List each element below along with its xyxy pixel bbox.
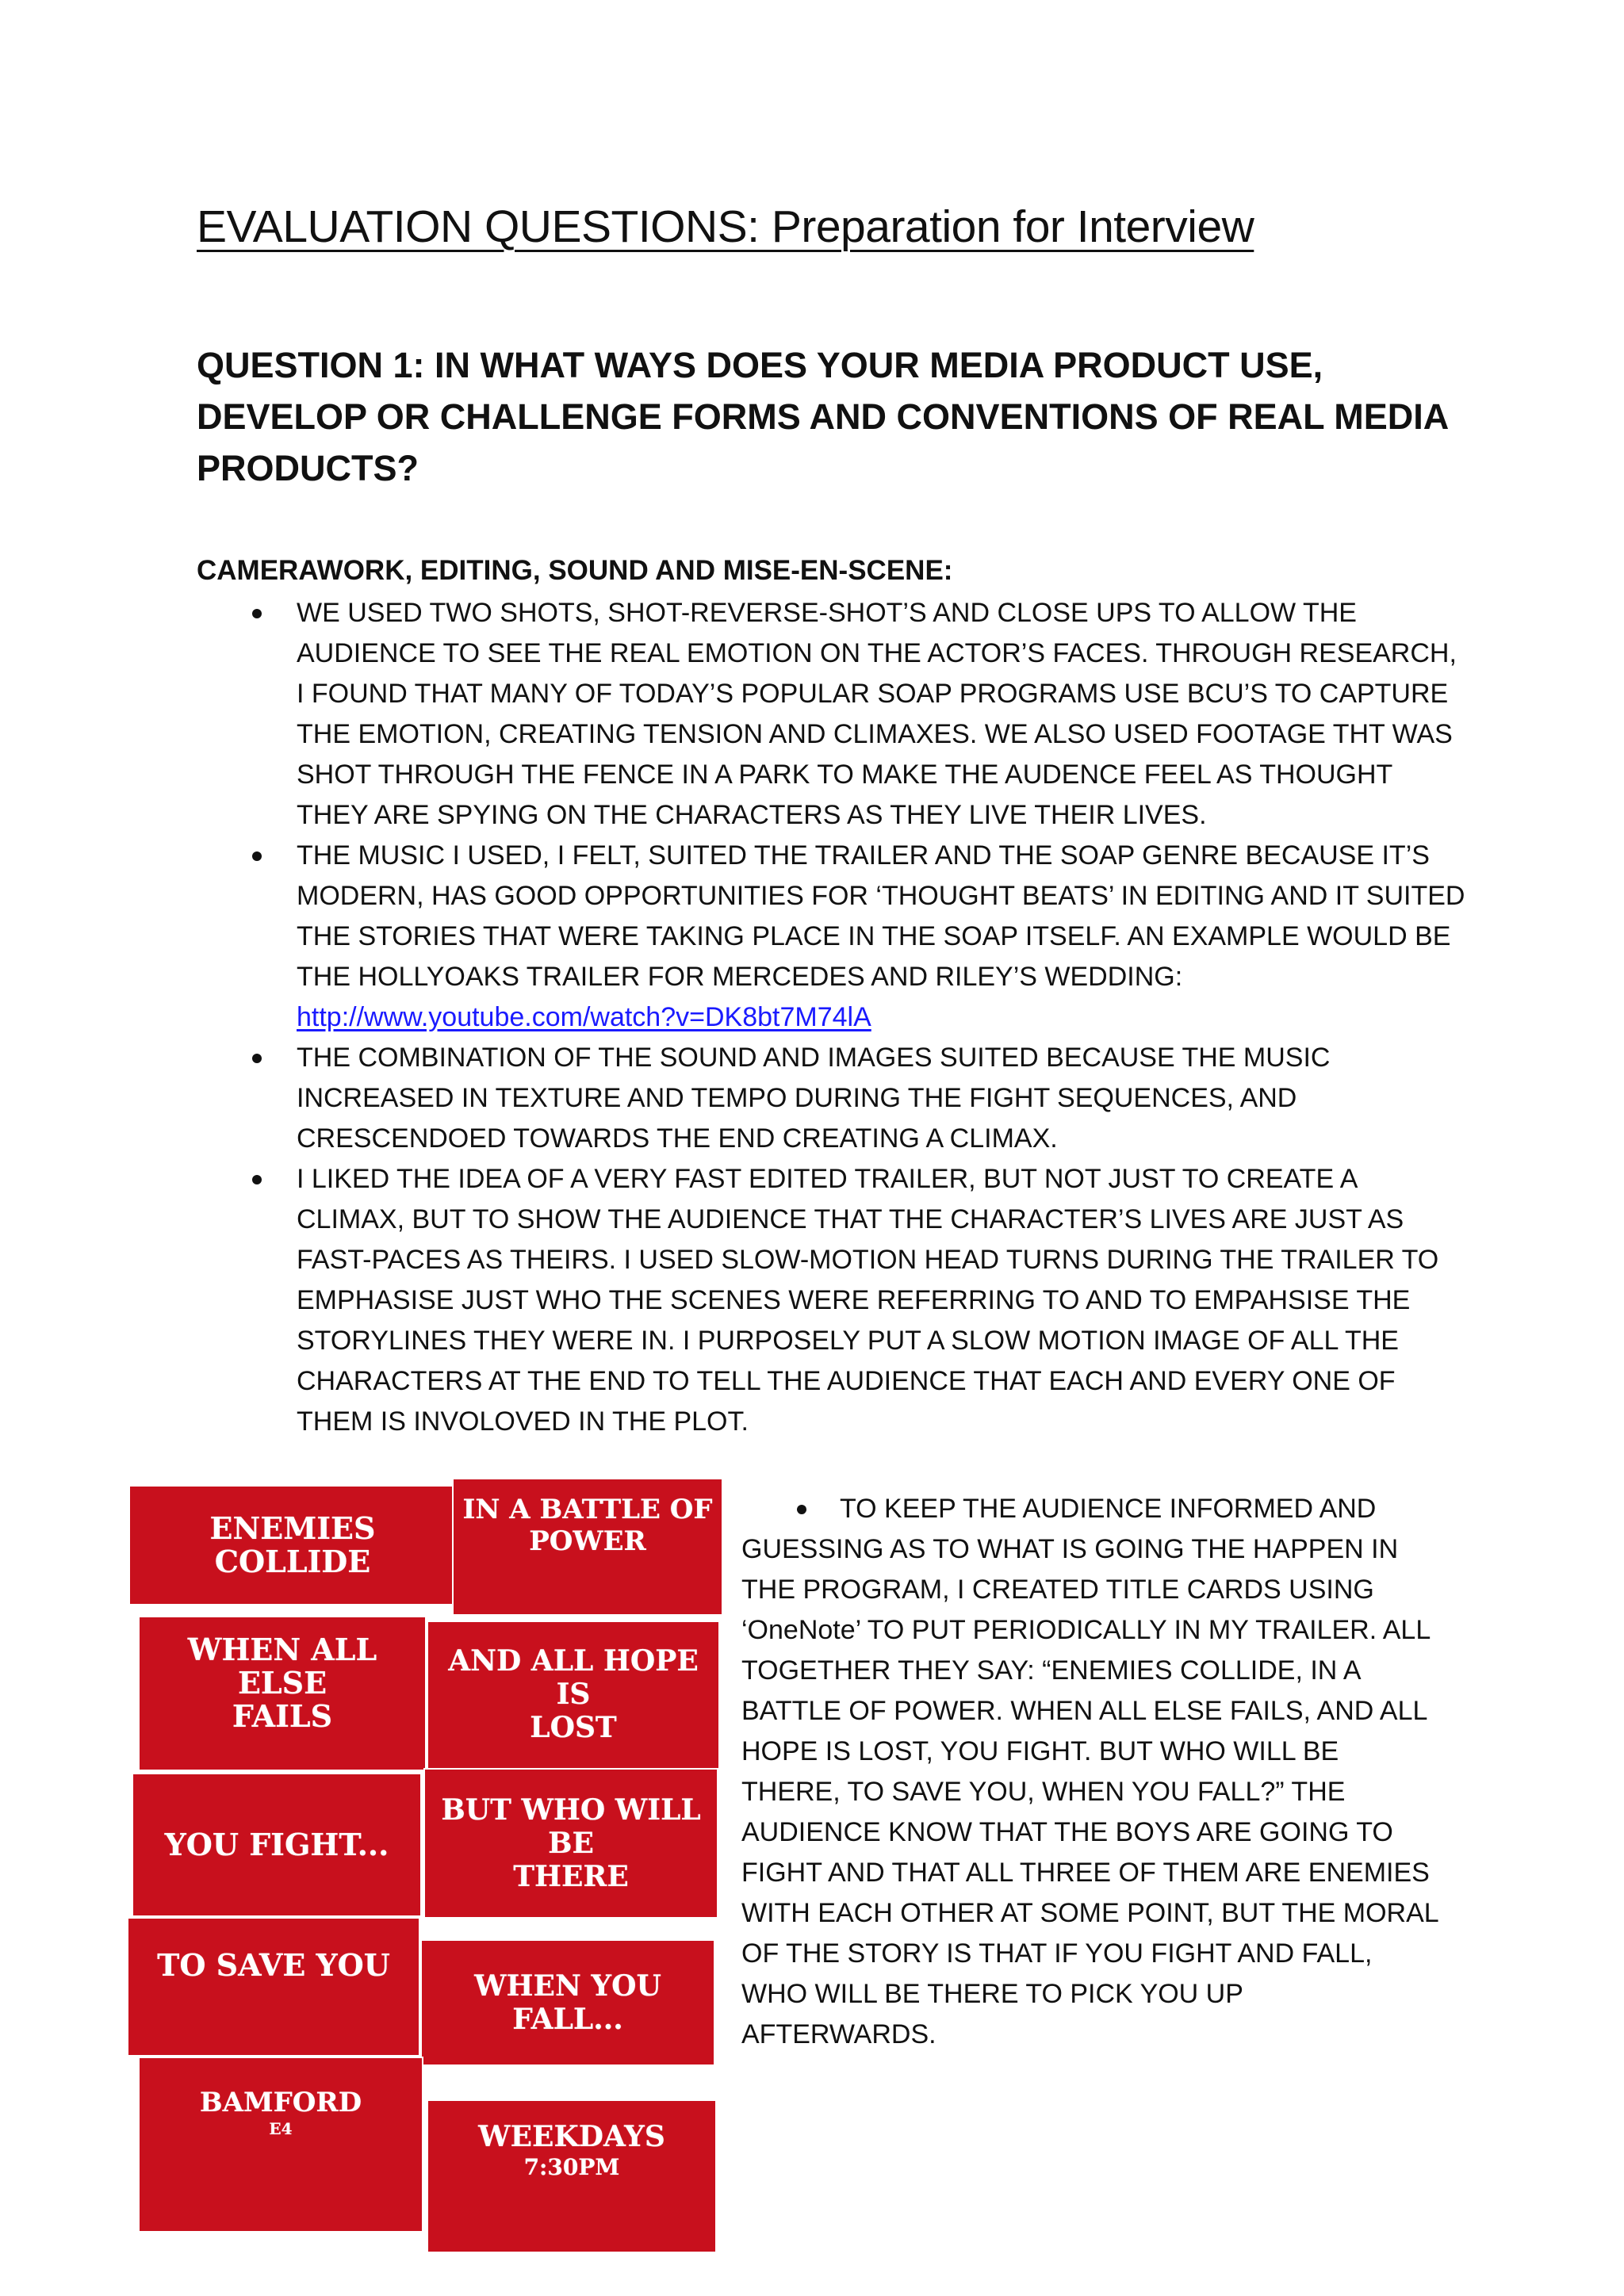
youtube-link[interactable]: http://www.youtube.com/watch?v=DK8bt7M74lA bbox=[297, 1002, 871, 1032]
title-card-line: AND ALL HOPE IS bbox=[448, 1644, 699, 1711]
bullet-item-camerawork bbox=[197, 593, 1465, 836]
title-card-bamford bbox=[140, 2058, 422, 2231]
title-card-line: WHEN ALL ELSE bbox=[187, 1632, 377, 1701]
title-card-battle-of-power bbox=[454, 1479, 722, 1614]
title-cards-bullet-text: GUESSING AS TO WHAT IS GOING THE HAPPEN IN THE PROGRAM, I CREATED TITLE CARDS USING ‘OneNote’ TO PUT PERIODICALLY IN MY TRAILER. ALL TOGETHER THEY SAY: “ENEMIES COLLIDE, IN A BATTLE OF POWER. WHEN ALL ELSE FAILS, AND ALL HOPE IS LOST, YOU FIGHT. BUT WHO WILL BE THERE, TO SAVE YOU, WHEN YOU FALL?” THE AUDIENCE KNOW THAT THE BOYS ARE GOING TO FIGHT AND THAT ALL THREE OF THEM ARE ENEMIES WITH EACH OTHER AT SOME POINT, BUT THE MORAL OF THE STORY IS THAT IF YOU FIGHT AND FALL, WHO WILL BE THERE TO PICK YOU UP AFTERWARDS. bbox=[741, 1534, 1438, 2049]
title-card-you-fight bbox=[133, 1774, 420, 1915]
bullet-text: WE USED TWO SHOTS, SHOT-REVERSE-SHOT’S AND CLOSE UPS TO ALLOW THE AUDIENCE TO SEE THE REAL EMOTION ON THE ACTOR’S FACES. THROUGH RESEARCH, I FOUND THAT MANY OF TODAY’S POPULAR SOAP PROGRAMS USE BCU’S TO CAPTURE THE EMOTION, CREATING TENSION AND CLIMAXES. WE ALSO USED FOOTAGE THT WAS SHOT THROUGH THE FENCE IN A PARK TO MAKE THE AUDENCE FEEL AS THOUGHT THEY ARE SPYING ON THE CHARACTERS AS THEY LIVE THEIR LIVES. bbox=[297, 598, 1457, 830]
title-card-when-all-else-fails bbox=[140, 1617, 425, 1770]
title-card-weekdays bbox=[428, 2101, 715, 2252]
title-card-line: BUT WHO WILL BE bbox=[441, 1793, 701, 1860]
title-card-line: E4 bbox=[269, 2119, 293, 2138]
title-card-line: TO SAVE YOU bbox=[157, 1947, 390, 1983]
bullet-item-editing bbox=[197, 1159, 1465, 1442]
title-card-line: THERE bbox=[513, 1860, 629, 1893]
title-card-line: YOU FIGHT... bbox=[164, 1827, 389, 1862]
bullet-text: I LIKED THE IDEA OF A VERY FAST EDITED TRAILER, BUT NOT JUST TO CREATE A CLIMAX, BUT TO SHOW THE AUDIENCE THAT THE CHARACTER’S LIVES ARE JUST AS FAST-PACES AS THEIRS. I USED SLOW-MOTION HEAD TURNS DURING THE TRAILER TO EMPHASISE JUST WHO THE SCENES WERE REFERRING TO AND TO EMPAHSISE THE STORYLINES THEY WERE IN. I PURPOSELY PUT A SLOW MOTION IMAGE OF ALL THE CHARACTERS AT THE END TO TELL THE AUDIENCE THAT EACH AND EVERY ONE OF THEM IS INVOLOVED IN THE PLOT. bbox=[297, 1164, 1439, 1437]
bullet-list bbox=[197, 593, 1465, 1442]
title-cards-bullet bbox=[741, 1489, 1439, 2055]
title-card-who-will-be-there bbox=[425, 1770, 717, 1917]
title-card-to-save-you bbox=[128, 1919, 419, 2055]
title-card-line: WEEKDAYS bbox=[478, 2120, 665, 2153]
title-card-line: ENEMIES COLLIDE bbox=[209, 1510, 376, 1579]
bullet-text: THE COMBINATION OF THE SOUND AND IMAGES SUITED BECAUSE THE MUSIC INCREASED IN TEXTURE AND TEMPO DURING THE FIGHT SEQUENCES, AND CRESCENDOED TOWARDS THE END CREATING A CLIMAX. bbox=[297, 1043, 1331, 1154]
title-card-line: IN A BATTLE OF bbox=[462, 1494, 713, 1525]
section-heading: CAMERAWORK, EDITING, SOUND AND MISE-EN-SCENE: bbox=[197, 555, 953, 586]
question-heading: QUESTION 1: IN WHAT WAYS DOES YOUR MEDIA PRODUCT USE, DEVELOP OR CHALLENGE FORMS AND CONVENTIONS OF REAL MEDIA PRODUCTS? bbox=[197, 345, 1448, 488]
bullet-item-music bbox=[197, 836, 1465, 1038]
title-card-enemies-collide bbox=[130, 1487, 455, 1604]
title-cards-bullet-first-line: TO KEEP THE AUDIENCE INFORMED AND bbox=[741, 1489, 1439, 1529]
title-card-line: FAILS bbox=[232, 1698, 333, 1734]
title-card-when-you-fall bbox=[422, 1941, 714, 2064]
bullet-item-sound-images bbox=[197, 1038, 1465, 1159]
title-card-line: 7:30PM bbox=[523, 2154, 620, 2180]
document-title: EVALUATION QUESTIONS: Preparation for Interview bbox=[197, 201, 1254, 252]
title-card-line: POWER bbox=[529, 1525, 646, 1557]
bullet-text: THE MUSIC I USED, I FELT, SUITED THE TRAILER AND THE SOAP GENRE BECAUSE IT’S MODERN, HAS GOOD OPPORTUNITIES FOR ‘THOUGHT BEATS’ IN EDITING AND IT SUITED THE STORIES THAT WERE TAKING PLACE IN THE SOAP ITSELF. AN EXAMPLE WOULD BE THE HOLLYOAKS TRAILER FOR MERCEDES AND RILEY’S WEDDING: bbox=[297, 840, 1465, 992]
title-card-line: WHEN YOU FALL... bbox=[474, 1969, 661, 2036]
title-card-line: BAMFORD bbox=[199, 2087, 362, 2118]
title-card-all-hope-is-lost bbox=[428, 1622, 718, 1770]
title-card-line: LOST bbox=[530, 1711, 617, 1744]
